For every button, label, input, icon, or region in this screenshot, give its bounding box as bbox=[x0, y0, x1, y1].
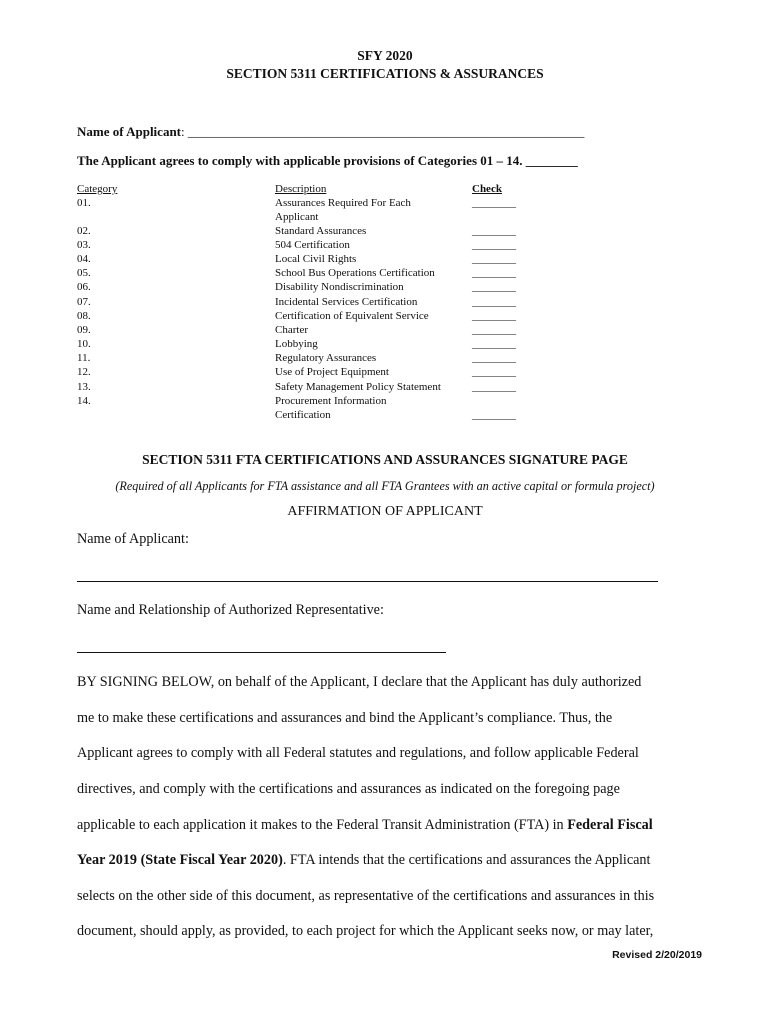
name-of-applicant-blank[interactable]: _____________________________________________________________ bbox=[187, 124, 585, 139]
category-check-blank[interactable]: ________ bbox=[472, 296, 516, 308]
category-check-blank[interactable]: ________ bbox=[472, 239, 516, 251]
description-header: Description bbox=[275, 183, 327, 195]
category-description-cont: Applicant bbox=[275, 211, 319, 223]
name-of-applicant-colon: : bbox=[181, 124, 185, 139]
category-description: Charter bbox=[275, 324, 308, 336]
category-number: 05. bbox=[77, 267, 91, 279]
category-check-blank[interactable]: ________ bbox=[472, 324, 516, 336]
paragraph-text: . FTA intends that the certifications and assurances the Applicant bbox=[282, 852, 651, 868]
applicant-name-line[interactable] bbox=[77, 581, 658, 582]
applicant-name-label: Name of Applicant: bbox=[77, 531, 189, 547]
category-check-blank[interactable]: ________ bbox=[472, 381, 516, 393]
check-header: Check bbox=[472, 183, 502, 195]
category-number: 12. bbox=[77, 366, 91, 378]
category-number: 13. bbox=[77, 381, 91, 393]
category-number: 10. bbox=[77, 338, 91, 350]
category-number: 01. bbox=[77, 197, 91, 209]
category-check-blank[interactable]: ________ bbox=[472, 366, 516, 378]
category-number: 03. bbox=[77, 239, 91, 251]
paragraph-line: selects on the other side of this document, as representative of the certifications and assurances in this bbox=[77, 888, 655, 904]
category-check-blank[interactable]: ________ bbox=[472, 225, 516, 237]
paragraph-line: directives, and comply with the certifications and assurances as indicated on the foregoing page bbox=[77, 781, 620, 797]
agree-statement: The Applicant agrees to comply with applicable provisions of Categories 01 – 14. ________ bbox=[77, 153, 578, 168]
paragraph-line: me to make these certifications and assurances and bind the Applicant’s compliance. Thus, the bbox=[77, 710, 613, 726]
paragraph-line: Applicant agrees to comply with all Federal statutes and regulations, and follow applicable Federal bbox=[77, 745, 639, 761]
category-check-blank[interactable]: ________ bbox=[472, 409, 516, 421]
category-number: 09. bbox=[77, 324, 91, 336]
paragraph-line bbox=[77, 817, 653, 834]
signature-page-title: SECTION 5311 FTA CERTIFICATIONS AND ASSURANCES SIGNATURE PAGE bbox=[142, 452, 628, 467]
doc-year: SFY 2020 bbox=[357, 48, 413, 63]
category-description: Incidental Services Certification bbox=[275, 296, 418, 308]
category-description: Certification of Equivalent Service bbox=[275, 310, 429, 322]
category-check-blank[interactable]: ________ bbox=[472, 281, 516, 293]
category-number: 08. bbox=[77, 310, 91, 322]
doc-title: SECTION 5311 CERTIFICATIONS & ASSURANCES bbox=[226, 66, 544, 81]
category-description: Regulatory Assurances bbox=[275, 352, 377, 364]
paragraph-line bbox=[77, 852, 650, 869]
category-check-blank[interactable]: ________ bbox=[472, 253, 516, 265]
category-number: 06. bbox=[77, 281, 91, 293]
category-number: 14. bbox=[77, 395, 91, 407]
fiscal-year-bold: Year 2019 (State Fiscal Year 2020) bbox=[77, 852, 283, 868]
paragraph-line: document, should apply, as provided, to each project for which the Applicant seeks now, or may later, bbox=[77, 923, 654, 939]
paragraph-line: BY SIGNING BELOW, on behalf of the Applicant, I declare that the Applicant has duly authorized bbox=[77, 674, 642, 690]
category-description: Use of Project Equipment bbox=[275, 366, 389, 378]
category-description: Standard Assurances bbox=[275, 225, 367, 237]
category-description: 504 Certification bbox=[275, 239, 350, 251]
category-header: Category bbox=[77, 183, 118, 195]
revised-date: Revised 2/20/2019 bbox=[612, 949, 702, 961]
category-number: 11. bbox=[77, 352, 91, 364]
category-description: Safety Management Policy Statement bbox=[275, 381, 441, 393]
category-check-blank[interactable]: ________ bbox=[472, 310, 516, 322]
category-description-cont: Certification bbox=[275, 409, 331, 421]
category-check-blank[interactable]: ________ bbox=[472, 197, 516, 209]
authorized-rep-line[interactable] bbox=[77, 652, 446, 653]
fiscal-year-bold: Federal Fiscal bbox=[567, 817, 653, 833]
category-check-blank[interactable]: ________ bbox=[472, 267, 516, 279]
category-description: Assurances Required For Each bbox=[275, 197, 411, 209]
category-number: 02. bbox=[77, 225, 91, 237]
category-number: 07. bbox=[77, 296, 91, 308]
category-description: Disability Nondiscrimination bbox=[275, 281, 404, 293]
authorized-rep-label: Name and Relationship of Authorized Representative: bbox=[77, 602, 384, 618]
signature-page-subtitle: (Required of all Applicants for FTA assistance and all FTA Grantees with an active capital or formula project) bbox=[115, 479, 655, 493]
category-check-blank[interactable]: ________ bbox=[472, 338, 516, 350]
category-description: Local Civil Rights bbox=[275, 253, 357, 265]
category-description: Lobbying bbox=[275, 338, 318, 350]
name-of-applicant-row bbox=[77, 124, 584, 140]
category-description: Procurement Information bbox=[275, 395, 387, 407]
paragraph-text: applicable to each application it makes to the Federal Transit Administration (FTA) in bbox=[77, 817, 568, 833]
category-check-blank[interactable]: ________ bbox=[472, 352, 516, 364]
category-description: School Bus Operations Certification bbox=[275, 267, 435, 279]
category-number: 04. bbox=[77, 253, 91, 265]
name-of-applicant-label: Name of Applicant bbox=[77, 124, 181, 139]
affirmation-heading: AFFIRMATION OF APPLICANT bbox=[287, 504, 483, 519]
